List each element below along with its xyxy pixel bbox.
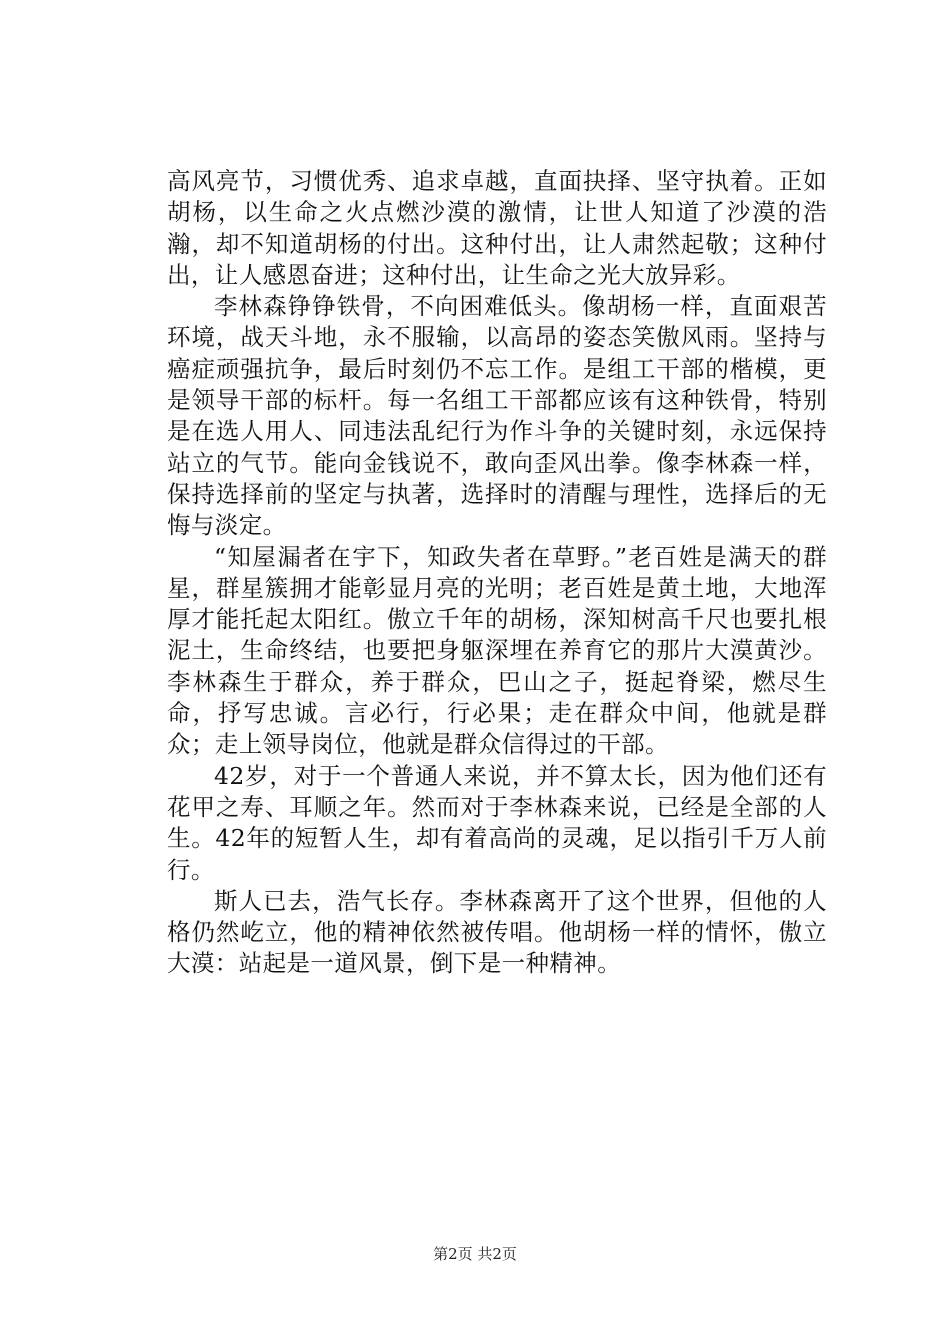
paragraph-2: 李林森铮铮铁骨，不向困难低头。像胡杨一样，直面艰苦环境，战天斗地，永不服输，以高昂的姿态笑傲风雨。坚持与癌症顽强抗争，最后时刻仍不忘工作。是组工干部的楷模，更是领导干部的标杆。每一名组工干部都应该有这种铁骨，特别是在选人用人、同违法乱纪行为作斗争的关键时刻，永远保持站立的气节。能向金钱说不，敢向歪风出拳。像李林森一样，保持选择前的坚定与执著，选择时的清醒与理性，选择后的无悔与淡定。 [167,292,827,540]
paragraph-5: 斯人已去，浩气长存。李林森离开了这个世界，但他的人格仍然屹立，他的精神依然被传唱。他胡杨一样的情怀，傲立大漠：站起是一道风景，倒下是一种精神。 [167,886,827,978]
document-body [167,166,827,980]
paragraph-4: 42岁，对于一个普通人来说，并不算太长，因为他们还有花甲之寿、耳顺之年。然而对于李林森来说，已经是全部的人生。42年的短暂人生，却有着高尚的灵魂，足以指引千万人前行。 [167,761,827,884]
paragraph-3: “知屋漏者在宇下，知政失者在草野。”老百姓是满天的群星，群星簇拥才能彰显月亮的光明；老百姓是黄土地，大地浑厚才能托起太阳红。傲立千年的胡杨，深知树高千尺也要扎根泥土，生命终结，也要把身躯深埋在养育它的那片大漠黄沙。李林森生于群众，养于群众，巴山之子，挺起脊梁，燃尽生命，抒写忠诚。言必行，行必果；走在群众中间，他就是群众；走上领导岗位，他就是群众信得过的干部。 [167,542,827,759]
paragraph-1: 高风亮节，习惯优秀、追求卓越，直面抉择、坚守执着。正如胡杨，以生命之火点燃沙漠的激情，让世人知道了沙漠的浩瀚，却不知道胡杨的付出。这种付出，让人肃然起敬；这种付出，让人感恩奋进；这种付出，让生命之光大放异彩。 [167,167,827,289]
page-number-footer: 第2页 共2页 [433,1245,517,1263]
